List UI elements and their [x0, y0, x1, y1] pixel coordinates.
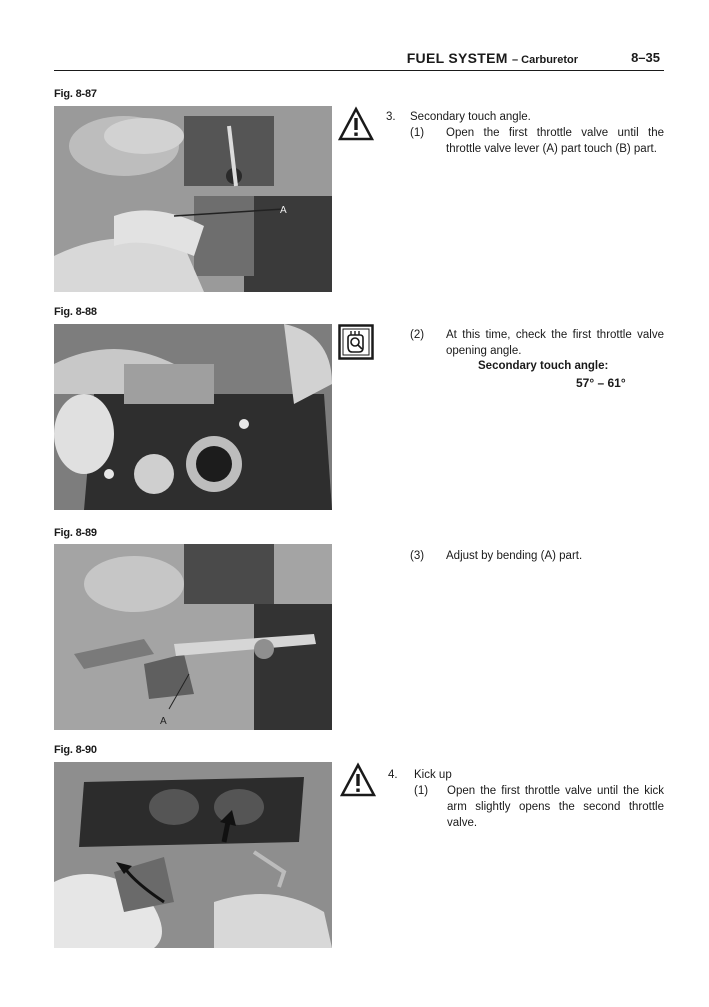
callout-a: A [160, 716, 167, 727]
spec-value: 57° – 61° [576, 376, 626, 390]
spec-label: Secondary touch angle: [478, 360, 609, 372]
step-3-1 [410, 125, 664, 177]
caution-triangle-icon [338, 106, 374, 142]
step-number: 3. [386, 111, 396, 123]
page-header [54, 48, 664, 71]
figure-photo-8-88 [54, 324, 332, 510]
caution-triangle-icon [340, 762, 376, 798]
figure-photo-8-87 [54, 106, 332, 292]
substep-number: (1) [414, 785, 429, 797]
substep-number: (1) [410, 127, 425, 139]
substep-number: (3) [410, 550, 425, 562]
figure-label: Fig. 8-87 [54, 88, 97, 100]
substep-text: Open the first throttle valve until the throttle valve lever (A) part touch (B) part. [446, 127, 664, 155]
callout-a: A [280, 205, 287, 216]
section-title: FUEL SYSTEM – Carburetor [406, 50, 578, 66]
figure-label: Fig. 8-88 [54, 306, 97, 318]
figure-label: Fig. 8-89 [54, 527, 97, 539]
step-number: 4. [388, 769, 398, 781]
step-title: Secondary touch angle. [410, 111, 531, 123]
step-3-3 [410, 548, 664, 568]
figure-label: Fig. 8-90 [54, 744, 97, 756]
step-4-1 [414, 783, 664, 835]
substep-text: At this time, check the first throttle valve opening angle. [446, 329, 664, 357]
substep-number: (2) [410, 329, 425, 341]
inspect-hand-icon [338, 324, 374, 360]
step-3-2 [410, 327, 664, 363]
figure-photo-8-90 [54, 762, 332, 948]
figure-photo-8-89 [54, 544, 332, 730]
substep-text: Adjust by bending (A) part. [446, 550, 583, 562]
section-subtitle: – Carburetor [511, 54, 578, 66]
page-number: 8–35 [631, 50, 660, 65]
step-title: Kick up [414, 769, 452, 781]
substep-text: Open the first throttle valve until the kick arm slightly opens the second throttle valve. [447, 785, 664, 829]
